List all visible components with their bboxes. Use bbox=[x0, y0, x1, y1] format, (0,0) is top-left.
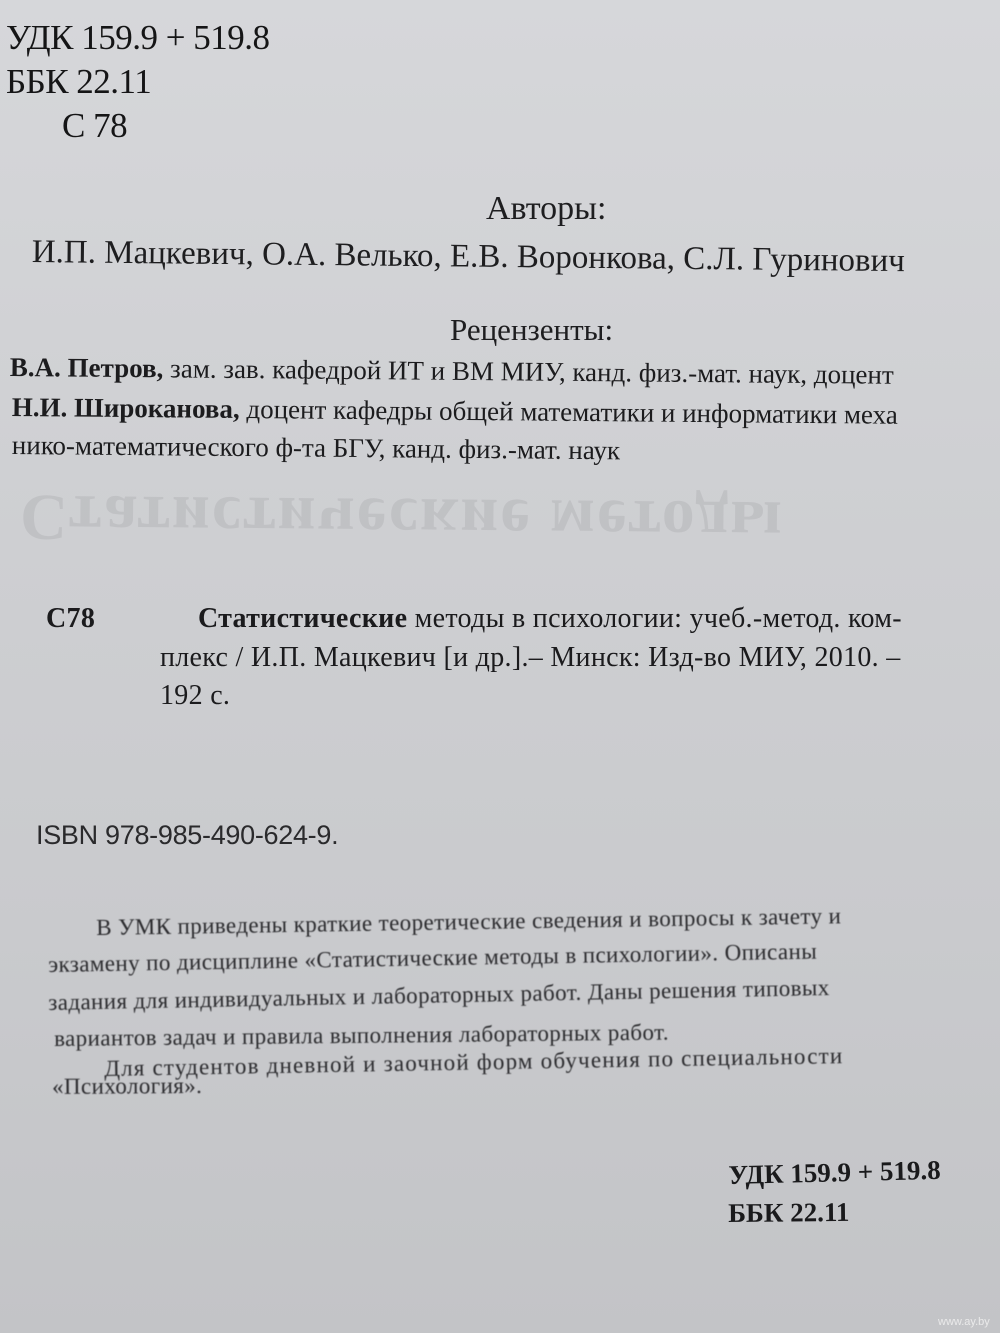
biblio-code: С78 bbox=[46, 603, 96, 634]
reviewer-2-desc: доцент кафедры общей математики и информатики меха bbox=[239, 393, 898, 430]
biblio-line-3: 192 с. bbox=[160, 680, 231, 711]
udk-code: УДК 159.9 + 519.8 bbox=[6, 18, 270, 57]
reviewers-heading: Рецензенты: bbox=[450, 312, 614, 347]
annotation-line: В УМК приведены краткие теоретические сведения и вопросы к зачету и bbox=[96, 903, 842, 940]
isbn: ISBN 978-985-490-624-9. bbox=[36, 820, 339, 850]
author-mark: С 78 bbox=[62, 106, 128, 145]
bleed-through-text: Статистические методы bbox=[19, 480, 785, 561]
biblio-line-1 bbox=[198, 603, 902, 635]
reviewer-1 bbox=[10, 352, 894, 391]
biblio-title: Статистические bbox=[198, 603, 408, 634]
annotation-line: вариантов задач и правила выполнения лабораторных работ. bbox=[54, 1019, 670, 1051]
authors-heading: Авторы: bbox=[486, 190, 607, 227]
bbk-code: ББК 22.11 bbox=[6, 62, 152, 101]
footer-bbk-code: ББК 22.11 bbox=[728, 1196, 850, 1228]
biblio-line-2: плекс / И.П. Мацкевич [и др.].– Минск: Изд-во МИУ, 2010. – bbox=[160, 642, 901, 673]
site-watermark: www.ay.by bbox=[938, 1316, 990, 1328]
annotation-line: «Психология». bbox=[52, 1072, 203, 1099]
footer-udk-code: УДК 159.9 + 519.8 bbox=[728, 1154, 942, 1190]
authors-list: И.П. Мацкевич, О.А. Велько, Е.В. Воронкова, С.Л. Гуринович bbox=[31, 234, 906, 280]
reviewer-1-name: В.А. Петров, bbox=[9, 352, 164, 384]
annotation-line: Для студентов дневной и заочной форм обучения по специальности bbox=[104, 1043, 844, 1081]
annotation-line: задания для индивидуальных и лабораторных работ. Даны решения типовых bbox=[48, 974, 830, 1015]
reviewer-2 bbox=[12, 392, 898, 431]
biblio-line-1-rest: методы в психологии: учеб.-метод. ком- bbox=[407, 603, 902, 634]
reviewer-1-desc: зам. зав. кафедрой ИТ и ВМ МИУ, канд. физ.-мат. наук, доцент bbox=[163, 353, 894, 390]
reviewer-2-continuation: нико-математического ф-та БГУ, канд. физ.-мат. наук bbox=[11, 430, 621, 466]
reviewer-2-name: Н.И. Широканова, bbox=[11, 392, 240, 424]
annotation-line: экзамену по дисциплине «Статистические методы в психологии». Описаны bbox=[48, 938, 818, 977]
